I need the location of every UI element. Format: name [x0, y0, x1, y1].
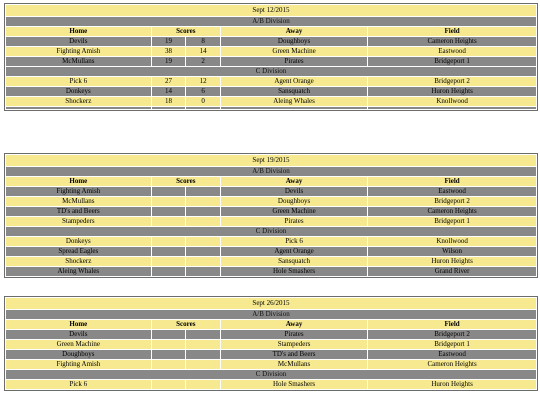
schedule-table-week-2 [4, 153, 538, 278]
home-team: Pick 6 [69, 380, 88, 388]
home-team: Donkeys [65, 237, 91, 245]
field-name: Cameron Heights [427, 207, 477, 215]
away-score: 14 [199, 47, 207, 55]
away-team: TD's and Beers [272, 350, 316, 358]
away-team: Green Machine [272, 47, 316, 55]
schedule-table-week-1 [4, 3, 538, 111]
away-team: Pick 6 [285, 237, 303, 245]
away-team: Agent Orange [274, 77, 314, 85]
home-column-header: Home [6, 177, 151, 186]
home-score: 27 [164, 77, 172, 85]
field-column-header: Field [368, 320, 536, 329]
schedule-table-week-3 [4, 296, 538, 391]
division-header: A/B Division [6, 310, 536, 319]
away-team: Aleing Whales [273, 97, 315, 105]
home-team: Devils [69, 37, 88, 45]
division-header: C Division [6, 227, 536, 236]
home-score [152, 267, 186, 276]
away-column-header: Away [221, 177, 367, 186]
home-team: Aleing Whales [57, 267, 100, 275]
field-name: Bridgeport 2 [434, 197, 470, 205]
field-name: Eastwood [438, 47, 466, 55]
away-score [186, 257, 220, 266]
game-row [6, 87, 536, 96]
away-score: 8 [201, 37, 205, 45]
week-date: Sept 19/2015 [6, 155, 536, 166]
game-row [6, 267, 536, 276]
away-score [186, 217, 220, 226]
field-name: Cameron Heights [427, 360, 477, 368]
home-score [152, 350, 186, 359]
home-score [152, 187, 186, 196]
home-score [152, 217, 186, 226]
game-row [6, 197, 536, 206]
field-name: Huron Heights [431, 257, 473, 265]
game-row [6, 57, 536, 66]
home-score: 19 [164, 37, 172, 45]
away-score [186, 330, 220, 339]
home-team: Devils [69, 330, 88, 338]
field-name: Knollwood [436, 97, 468, 105]
away-score: 0 [201, 97, 205, 105]
home-score [152, 340, 186, 349]
home-score [152, 380, 186, 389]
home-team: Shockerz [65, 257, 92, 265]
game-row [6, 97, 536, 106]
game-row [6, 360, 536, 369]
home-team: Pick 6 [69, 77, 88, 85]
home-score [152, 197, 186, 206]
away-score [186, 360, 220, 369]
division-header: C Division [6, 67, 536, 76]
away-team: Sansquatch [278, 87, 310, 95]
home-team: Shockerz [65, 97, 92, 105]
home-team: Donkeys [65, 87, 91, 95]
division-header: C Division [6, 370, 536, 379]
away-team: Pirates [284, 217, 304, 225]
away-score: 12 [199, 77, 207, 85]
field-name: Wilson [442, 247, 463, 255]
away-score [186, 380, 220, 389]
home-score: 38 [164, 47, 172, 55]
week-date: Sept 26/2015 [6, 298, 536, 309]
home-score [152, 247, 186, 256]
home-score [152, 330, 186, 339]
division-header: A/B Division [6, 17, 536, 26]
home-team: McMullans [62, 57, 95, 65]
scores-column-header: Scores [152, 177, 220, 186]
home-column-header: Home [6, 320, 151, 329]
home-team: Green Machine [56, 340, 100, 348]
field-name: Bridgeport 1 [434, 340, 470, 348]
home-team: TD's and Beers [56, 207, 100, 215]
home-team: Doughboys [62, 350, 95, 358]
home-score [152, 257, 186, 266]
away-team: Hole Smashers [272, 380, 316, 388]
home-team: Spread Eagles [58, 247, 99, 255]
away-team: Green Machine [272, 207, 316, 215]
game-row [6, 47, 536, 56]
field-name: Eastwood [438, 187, 466, 195]
away-score [186, 247, 220, 256]
scores-column-header: Scores [152, 27, 220, 36]
field-name: Bridgeport 1 [434, 57, 470, 65]
away-team: Doughboys [277, 197, 311, 205]
field-name: Eastwood [438, 350, 466, 358]
field-name: Grand River [434, 267, 470, 275]
away-team: Pirates [284, 57, 304, 65]
away-score: 2 [201, 57, 205, 65]
home-score: 18 [164, 97, 172, 105]
home-score: 14 [164, 87, 172, 95]
game-row [6, 77, 536, 86]
away-team: Agent Orange [274, 247, 314, 255]
home-team: Fighting Amish [56, 47, 101, 55]
home-score [152, 207, 186, 216]
away-team: Sansquatch [278, 257, 310, 265]
away-team: Hole Smashers [272, 267, 316, 275]
field-name: Bridgeport 2 [434, 77, 470, 85]
home-team: McMullans [62, 197, 95, 205]
game-row [6, 330, 536, 339]
away-team: Doughboys [277, 37, 311, 45]
away-score [186, 350, 220, 359]
field-name: Huron Heights [431, 380, 473, 388]
away-score [186, 197, 220, 206]
away-score [186, 267, 220, 276]
game-row [6, 217, 536, 226]
home-team: Fighting Amish [56, 187, 101, 195]
away-team: Devils [284, 187, 304, 195]
home-score [152, 237, 186, 246]
game-row [6, 340, 536, 349]
game-row [6, 237, 536, 246]
field-name: Bridgeport 2 [434, 330, 470, 338]
division-header: A/B Division [6, 167, 536, 176]
game-row [6, 380, 536, 389]
away-team: McMullans [277, 360, 311, 368]
home-team: Stampeders [61, 217, 95, 225]
away-column-header: Away [221, 320, 367, 329]
field-name: Bridgeport 1 [434, 217, 470, 225]
scores-column-header: Scores [152, 320, 220, 329]
home-score [152, 360, 186, 369]
game-row [6, 257, 536, 266]
field-column-header: Field [368, 177, 536, 186]
away-column-header: Away [221, 27, 367, 36]
away-team: Pirates [284, 330, 304, 338]
away-score [186, 207, 220, 216]
home-team: Fighting Amish [56, 360, 101, 368]
home-score: 19 [164, 57, 172, 65]
away-score [186, 187, 220, 196]
field-name: Huron Heights [431, 87, 473, 95]
away-team: Stampeders [277, 340, 311, 348]
game-row [6, 350, 536, 359]
game-row [6, 37, 536, 46]
week-date: Sept 12/2015 [6, 5, 536, 16]
empty-row [6, 107, 536, 109]
field-column-header: Field [368, 27, 536, 36]
game-row [6, 207, 536, 216]
field-name: Knollwood [436, 237, 468, 245]
away-score: 6 [201, 87, 205, 95]
away-score [186, 237, 220, 246]
game-row [6, 247, 536, 256]
game-row [6, 187, 536, 196]
home-column-header: Home [6, 27, 151, 36]
field-name: Cameron Heights [427, 37, 477, 45]
away-score [186, 340, 220, 349]
